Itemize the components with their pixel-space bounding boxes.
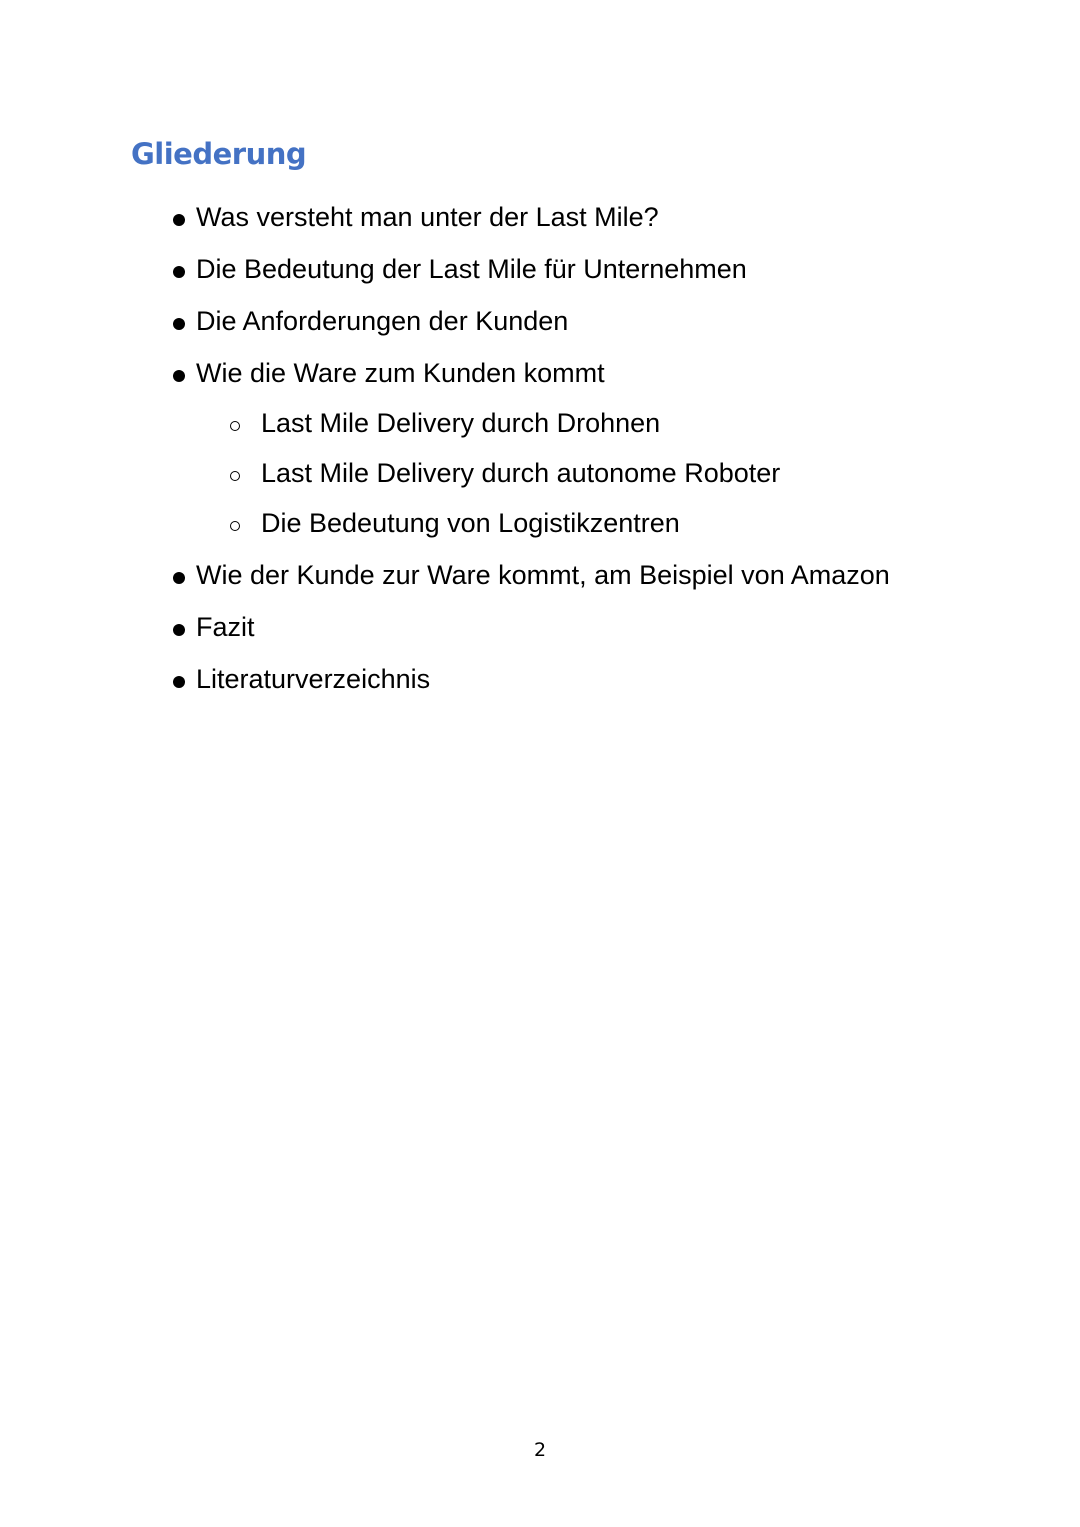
outline-item-text: Die Bedeutung von Logistikzentren <box>261 508 680 538</box>
outline-item-text: Wie die Ware zum Kunden kommt <box>196 358 605 388</box>
bullet-disc-icon <box>173 676 185 688</box>
bullet-disc-icon <box>173 370 185 382</box>
outline-item <box>196 610 255 644</box>
outline-item <box>196 252 747 286</box>
outline-item-text: Literaturverzeichnis <box>196 664 431 694</box>
outline-subitem <box>261 506 680 540</box>
page-number: 2 <box>533 1439 547 1461</box>
outline-item <box>196 356 605 390</box>
outline-item-text: Was versteht man unter der Last Mile? <box>196 202 659 232</box>
outline-item-text: Die Anforderungen der Kunden <box>196 306 569 336</box>
outline-subitem <box>261 456 780 490</box>
bullet-disc-icon <box>173 266 185 278</box>
outline-item <box>196 558 890 592</box>
bullet-disc-icon <box>173 624 185 636</box>
bullet-disc-icon <box>173 572 185 584</box>
outline-subitem <box>261 406 660 440</box>
outline-item-text: Wie der Kunde zur Ware kommt, am Beispiel von Amazon <box>196 560 890 590</box>
outline-item <box>196 200 659 234</box>
bullet-circle-icon <box>230 521 240 531</box>
bullet-circle-icon <box>230 471 240 481</box>
outline-item-text: Last Mile Delivery durch Drohnen <box>261 408 661 438</box>
outline-item-text: Last Mile Delivery durch autonome Roboter <box>261 458 781 488</box>
bullet-disc-icon <box>173 214 185 226</box>
outline-item <box>196 304 568 338</box>
outline-item <box>196 662 430 696</box>
outline-item-text: Fazit <box>196 612 255 642</box>
outline-item-text: Die Bedeutung der Last Mile für Unternehmen <box>196 254 747 284</box>
bullet-disc-icon <box>173 318 185 330</box>
page-heading: Gliederung <box>131 137 307 171</box>
bullet-circle-icon <box>230 421 240 431</box>
